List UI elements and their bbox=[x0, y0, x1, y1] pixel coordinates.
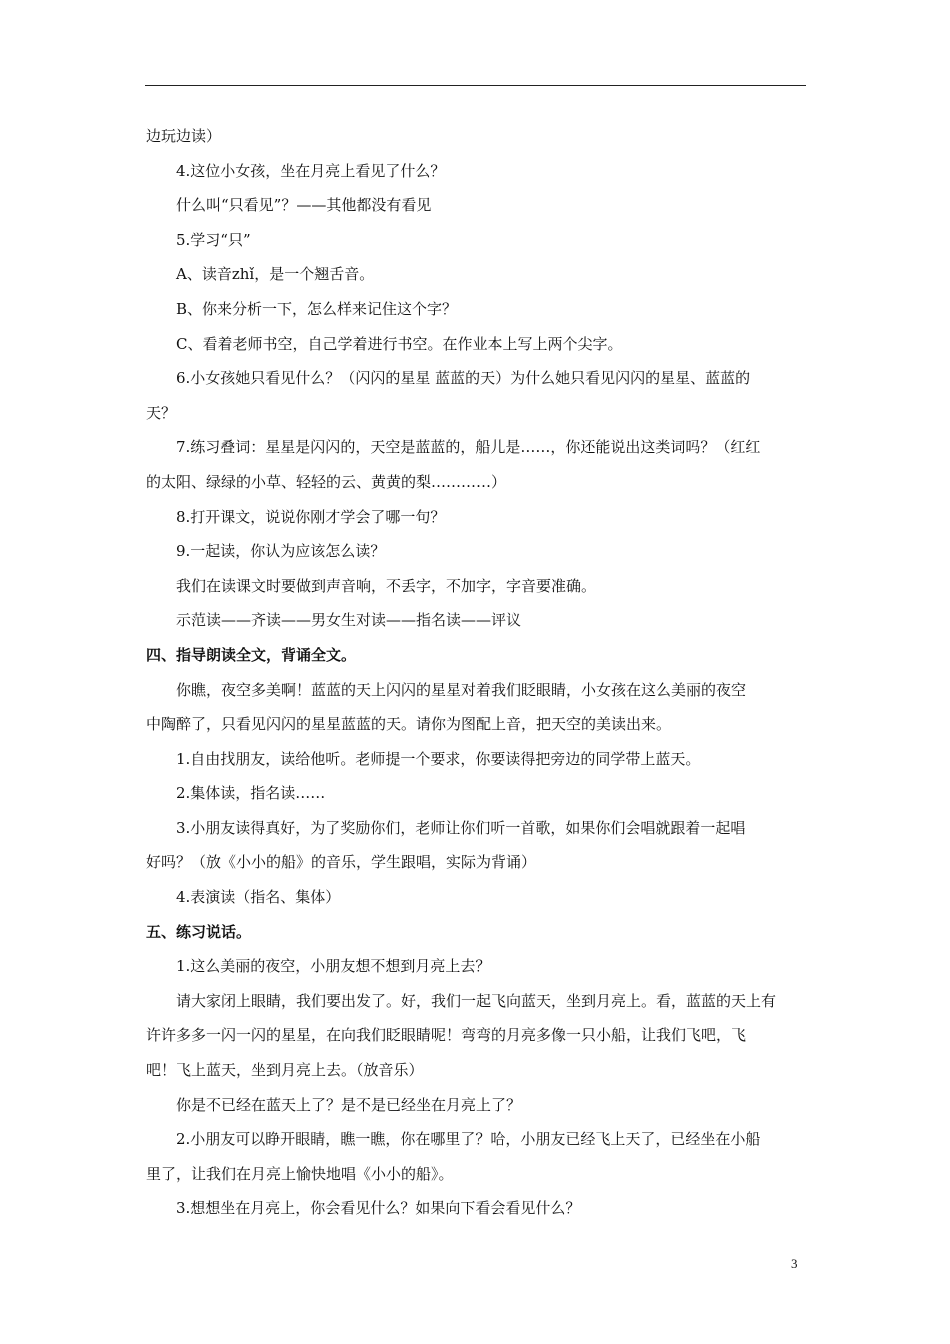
text-line: 3.小朋友读得真好，为了奖励你们，老师让你们听一首歌，如果你们会唱就跟着一起唱 bbox=[176, 818, 746, 837]
text-line: 天？ bbox=[146, 403, 177, 422]
text-line: 好吗？（放《小小的船》的音乐，学生跟唱，实际为背诵） bbox=[146, 853, 537, 872]
text-line: 你是不已经在蓝天上了？是不是已经坐在月亮上了？ bbox=[176, 1095, 522, 1114]
text-line: 什么叫“只看见”？——其他都没有看见 bbox=[176, 196, 432, 215]
text-line: 我们在读课文时要做到声音响，不丢字，不加字，字音要准确。 bbox=[176, 576, 597, 595]
section-heading: 四、指导朗读全文，背诵全文。 bbox=[146, 645, 357, 664]
section-heading: 五、练习说话。 bbox=[146, 922, 252, 941]
text-line: 9.一起读，你认为应该怎么读？ bbox=[176, 542, 386, 561]
text-line: 3.想想坐在月亮上，你会看见什么？如果向下看会看见什么？ bbox=[176, 1199, 581, 1218]
text-line: 你瞧，夜空多美啊！蓝蓝的天上闪闪的星星对着我们眨眼睛，小女孩在这么美丽的夜空 bbox=[176, 680, 747, 699]
text-line: 6.小女孩她只看见什么？（闪闪的星星 蓝蓝的天）为什么她只看见闪闪的星星、蓝蓝的 bbox=[176, 369, 751, 388]
text-line: 吧！飞上蓝天，坐到月亮上去。（放音乐） bbox=[146, 1061, 424, 1080]
text-line: 2.小朋友可以睁开眼睛，瞧一瞧，你在哪里了？哈，小朋友已经飞上天了，已经坐在小船 bbox=[176, 1130, 761, 1149]
header-rule bbox=[145, 85, 806, 86]
text-line: 示范读——齐读——男女生对读——指名读——评议 bbox=[176, 611, 522, 630]
text-line: C、看着老师书空，自己学着进行书空。在作业本上写上两个尖字。 bbox=[176, 334, 623, 353]
text-line: 请大家闭上眼睛，我们要出发了。好，我们一起飞向蓝天，坐到月亮上。看，蓝蓝的天上有 bbox=[176, 991, 777, 1010]
text-line: 里了，让我们在月亮上愉快地唱《小小的船》。 bbox=[146, 1164, 454, 1183]
text-line: 4.这位小女孩，坐在月亮上看见了什么？ bbox=[176, 161, 446, 180]
text-line: 8.打开课文，说说你刚才学会了哪一句？ bbox=[176, 507, 446, 526]
page-number: 3 bbox=[791, 1256, 798, 1271]
text-line: 4.表演读（指名、集体） bbox=[176, 888, 341, 907]
text-line: B、你来分析一下，怎么样来记住这个字？ bbox=[176, 299, 458, 318]
text-line: A、读音zhǐ，是一个翘舌音。 bbox=[176, 265, 375, 284]
text-line: 5.学习“只” bbox=[176, 230, 251, 249]
document-body bbox=[146, 119, 808, 1226]
text-line: 7.练习叠词：星星是闪闪的，天空是蓝蓝的，船儿是……，你还能说出这类词吗？（红红 bbox=[176, 438, 761, 457]
text-line: 2.集体读，指名读…… bbox=[176, 784, 326, 803]
text-line: 中陶醉了，只看见闪闪的星星蓝蓝的天。请你为图配上音，把天空的美读出来。 bbox=[146, 715, 672, 734]
text-line: 1.这么美丽的夜空，小朋友想不想到月亮上去？ bbox=[176, 957, 491, 976]
text-line: 边玩边读） bbox=[146, 127, 222, 145]
text-line: 许许多多一闪一闪的星星，在向我们眨眼睛呢！弯弯的月亮多像一只小船，让我们飞吧，飞 bbox=[146, 1026, 747, 1045]
text-line: 的太阳、绿绿的小草、轻轻的云、黄黄的梨…………） bbox=[146, 472, 507, 491]
text-line: 1.自由找朋友，读给他听。老师提一个要求，你要读得把旁边的同学带上蓝天。 bbox=[176, 749, 701, 768]
